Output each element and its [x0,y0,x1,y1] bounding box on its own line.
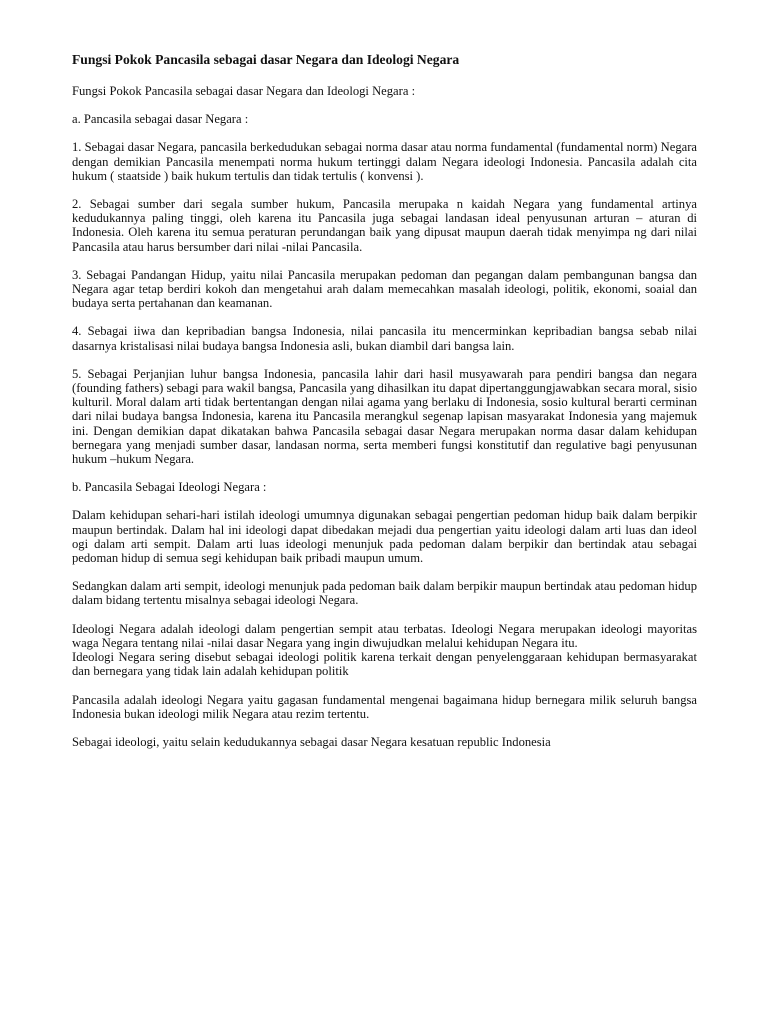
section-a-item-4: 4. Sebagai iiwa dan kepribadian bangsa Indonesia, nilai pancasila itu mencerminkan kepribadian bangsa sebab nilai dasarnya kristalisasi nilai budaya bangsa Indonesia asli, bukan diambil dari bangsa lain. [72,324,697,353]
section-b-paragraph-4: Ideologi Negara sering disebut sebagai ideologi politik karena terkait dengan penyelenggaraan kehidupan bermasyarakat dan bernegara yang tidak lain adalah kehidupan politik [72,650,697,679]
section-b-paragraph-6: Sebagai ideologi, yaitu selain kedudukannya sebagai dasar Negara kesatuan republic Indonesia [72,734,551,749]
section-b-paragraph-2: Sedangkan dalam arti sempit, ideologi menunjuk pada pedoman baik dalam berpikir maupun bertindak atau pedoman hidup dalam bidang tertentu misalnya sebagai ideologi Negara. [72,579,697,608]
section-b-paragraph-1: Dalam kehidupan sehari-hari istilah ideologi umumnya digunakan sebagai pengertian pedoman hidup baik dalam berpikir maupun bertindak. Dalam hal ini ideologi dapat dibedakan mejadi dua pengertian yaitu ideologi dalam arti luas dan ideol ogi dalam arti sempit. Dalam arti luas ideologi menunjuk pada pedoman dalam berpikir dan bertindak atau sebagai pedoman hidup di semua segi kehidupan baik pribadi maupun umum. [72,508,697,566]
section-b-paragraph-5: Pancasila adalah ideologi Negara yaitu gagasan fundamental mengenai bagaimana hidup bernegara milik seluruh bangsa Indonesia bukan ideologi milik Negara atau rezim tertentu. [72,692,697,721]
document-page [72,52,697,763]
section-a-item-3: 3. Sebagai Pandangan Hidup, yaitu nilai Pancasila merupakan pedoman dan pegangan dalam pembangunan bangsa dan Negara agar tetap berdiri kokoh dan mengetahui arah dalam memecahkan masalah ideologi, politik, ekonomi, soaial dan budaya serta pertahanan dan keamanan. [72,267,697,311]
intro-paragraph: Fungsi Pokok Pancasila sebagai dasar Negara dan Ideologi Negara : [72,84,416,98]
section-b-heading: b. Pancasila Sebagai Ideologi Negara : [72,480,267,495]
section-b-paragraph-3: Ideologi Negara adalah ideologi dalam pengertian sempit atau terbatas. Ideologi Negara merupakan ideologi mayoritas waga Negara tentang nilai -nilai dasar Negara yang ingin diwujudkan melalui kehidupan Negara itu. [72,621,697,650]
section-a-item-5: 5. Sebagai Perjanjian luhur bangsa Indonesia, pancasila lahir dari hasil musyawarah para pendiri bangsa dan negara (founding fathers) sebagi para wakil bangsa, Pancasila yang dihasilkan itu dapat dipertanggungjawabkan secara moral, sisio kulturil. Moral dalam arti tidak bertentangan dengan nilai agama yang berlaku di Indonesia, sosio kultural berarti cerminan dari nilai budaya bangsa Indonesia, karena itu Pancasila merangkul segenap lapisan masyarakat Indonesia yang majemuk ini. Dengan demikian dapat dikatakan bahwa Pancasila sebagai dasar Negara merupakan norma dasar dalam kehidupan bernegara yang menjadi sumber dasar, landasan norma, serta memberi fungsi konstitutif dan regulative bagi penyusunan hukum –hukum Negara. [72,366,697,467]
section-a-item-1: 1. Sebagai dasar Negara, pancasila berkedudukan sebagai norma dasar atau norma fundamental (fundamental norm) Negara dengan demikian Pancasila menempati norma hukum tertinggi dalam Negara ideologi Indonesia. Pancasila adalah cita hukum ( staatside ) baik hukum tertulis dan tidak tertulis ( konvensi ). [72,140,697,183]
document-title: Fungsi Pokok Pancasila sebagai dasar Negara dan Ideologi Negara [72,52,460,67]
section-a-item-2: 2. Sebagai sumber dari segala sumber hukum, Pancasila merupaka n kaidah Negara yang fundamental artinya kedudukannya paling tinggi, oleh karena itu Pancasila juga sebagai landasan ideal penyusunan arturan – aturan di Indonesia. Oleh karena itu semua peraturan perundangan baik yang dipusat maupun daerah tidak menyimpa ng dari nilai Pancasila atau harus bersumber dari nilai -nilai Pancasila. [72,197,697,254]
section-a-heading: a. Pancasila sebagai dasar Negara : [72,112,249,127]
